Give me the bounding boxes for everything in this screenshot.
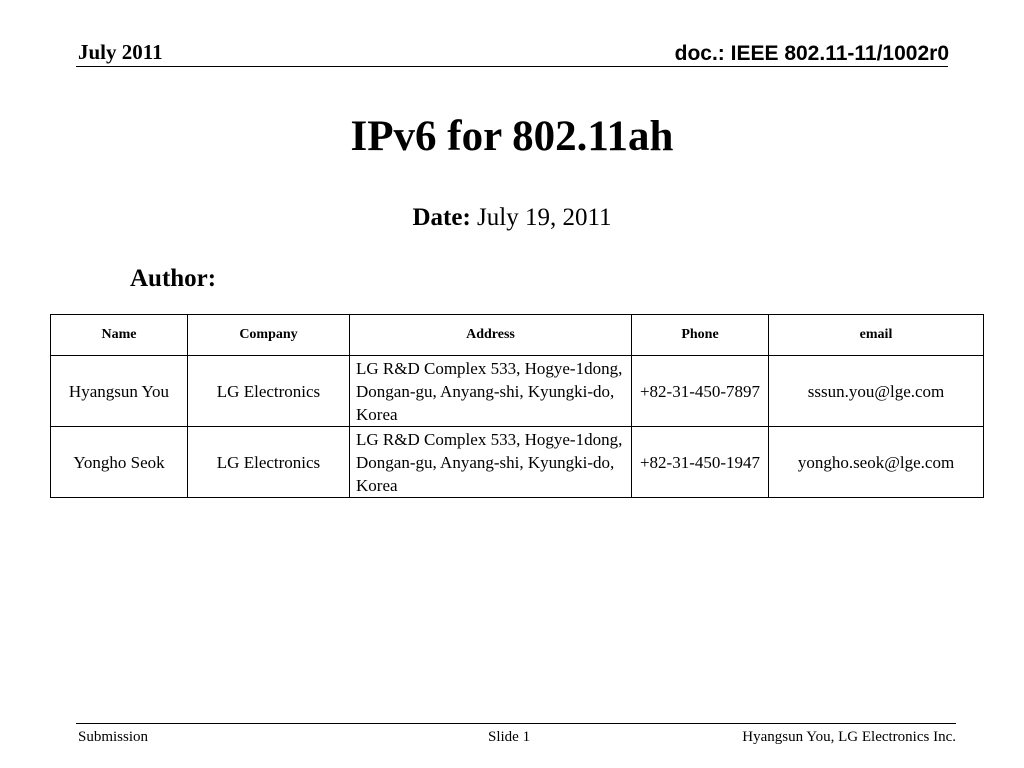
- cell-email: yongho.seok@lge.com: [769, 427, 984, 498]
- cell-name: Yongho Seok: [51, 427, 188, 498]
- column-header-phone: Phone: [632, 315, 769, 356]
- author-heading: Author:: [130, 265, 217, 292]
- author-table: [50, 314, 984, 498]
- date-value: July 19, 2011: [477, 204, 612, 231]
- date-label: Date:: [412, 204, 471, 231]
- column-header-email: email: [769, 315, 984, 356]
- footer-rule: [76, 723, 956, 724]
- header-rule: [76, 66, 948, 67]
- column-header-address: Address: [350, 315, 632, 356]
- table-row: [51, 356, 984, 427]
- column-header-name: Name: [51, 315, 188, 356]
- column-header-company: Company: [188, 315, 350, 356]
- cell-address: LG R&D Complex 533, Hogye-1dong, Dongan-gu, Anyang-shi, Kyungki-do, Korea: [350, 356, 632, 427]
- footer-author: Hyangsun You, LG Electronics Inc.: [742, 729, 956, 745]
- footer-slide-number: Slide 1: [488, 729, 531, 745]
- cell-company: LG Electronics: [188, 427, 350, 498]
- footer-submission: Submission: [78, 729, 149, 745]
- cell-phone: +82-31-450-7897: [632, 356, 769, 427]
- cell-name: Hyangsun You: [51, 356, 188, 427]
- date-line: [0, 204, 1024, 232]
- cell-phone: +82-31-450-1947: [632, 427, 769, 498]
- header-doc-id: doc.: IEEE 802.11-11/1002r0: [674, 42, 949, 65]
- slide-title: IPv6 for 802.11ah: [350, 113, 674, 160]
- table-header-row: [51, 315, 984, 356]
- cell-address: LG R&D Complex 533, Hogye-1dong, Dongan-gu, Anyang-shi, Kyungki-do, Korea: [350, 427, 632, 498]
- table-row: [51, 427, 984, 498]
- cell-company: LG Electronics: [188, 356, 350, 427]
- header-date: July 2011: [78, 40, 163, 64]
- cell-email: sssun.you@lge.com: [769, 356, 984, 427]
